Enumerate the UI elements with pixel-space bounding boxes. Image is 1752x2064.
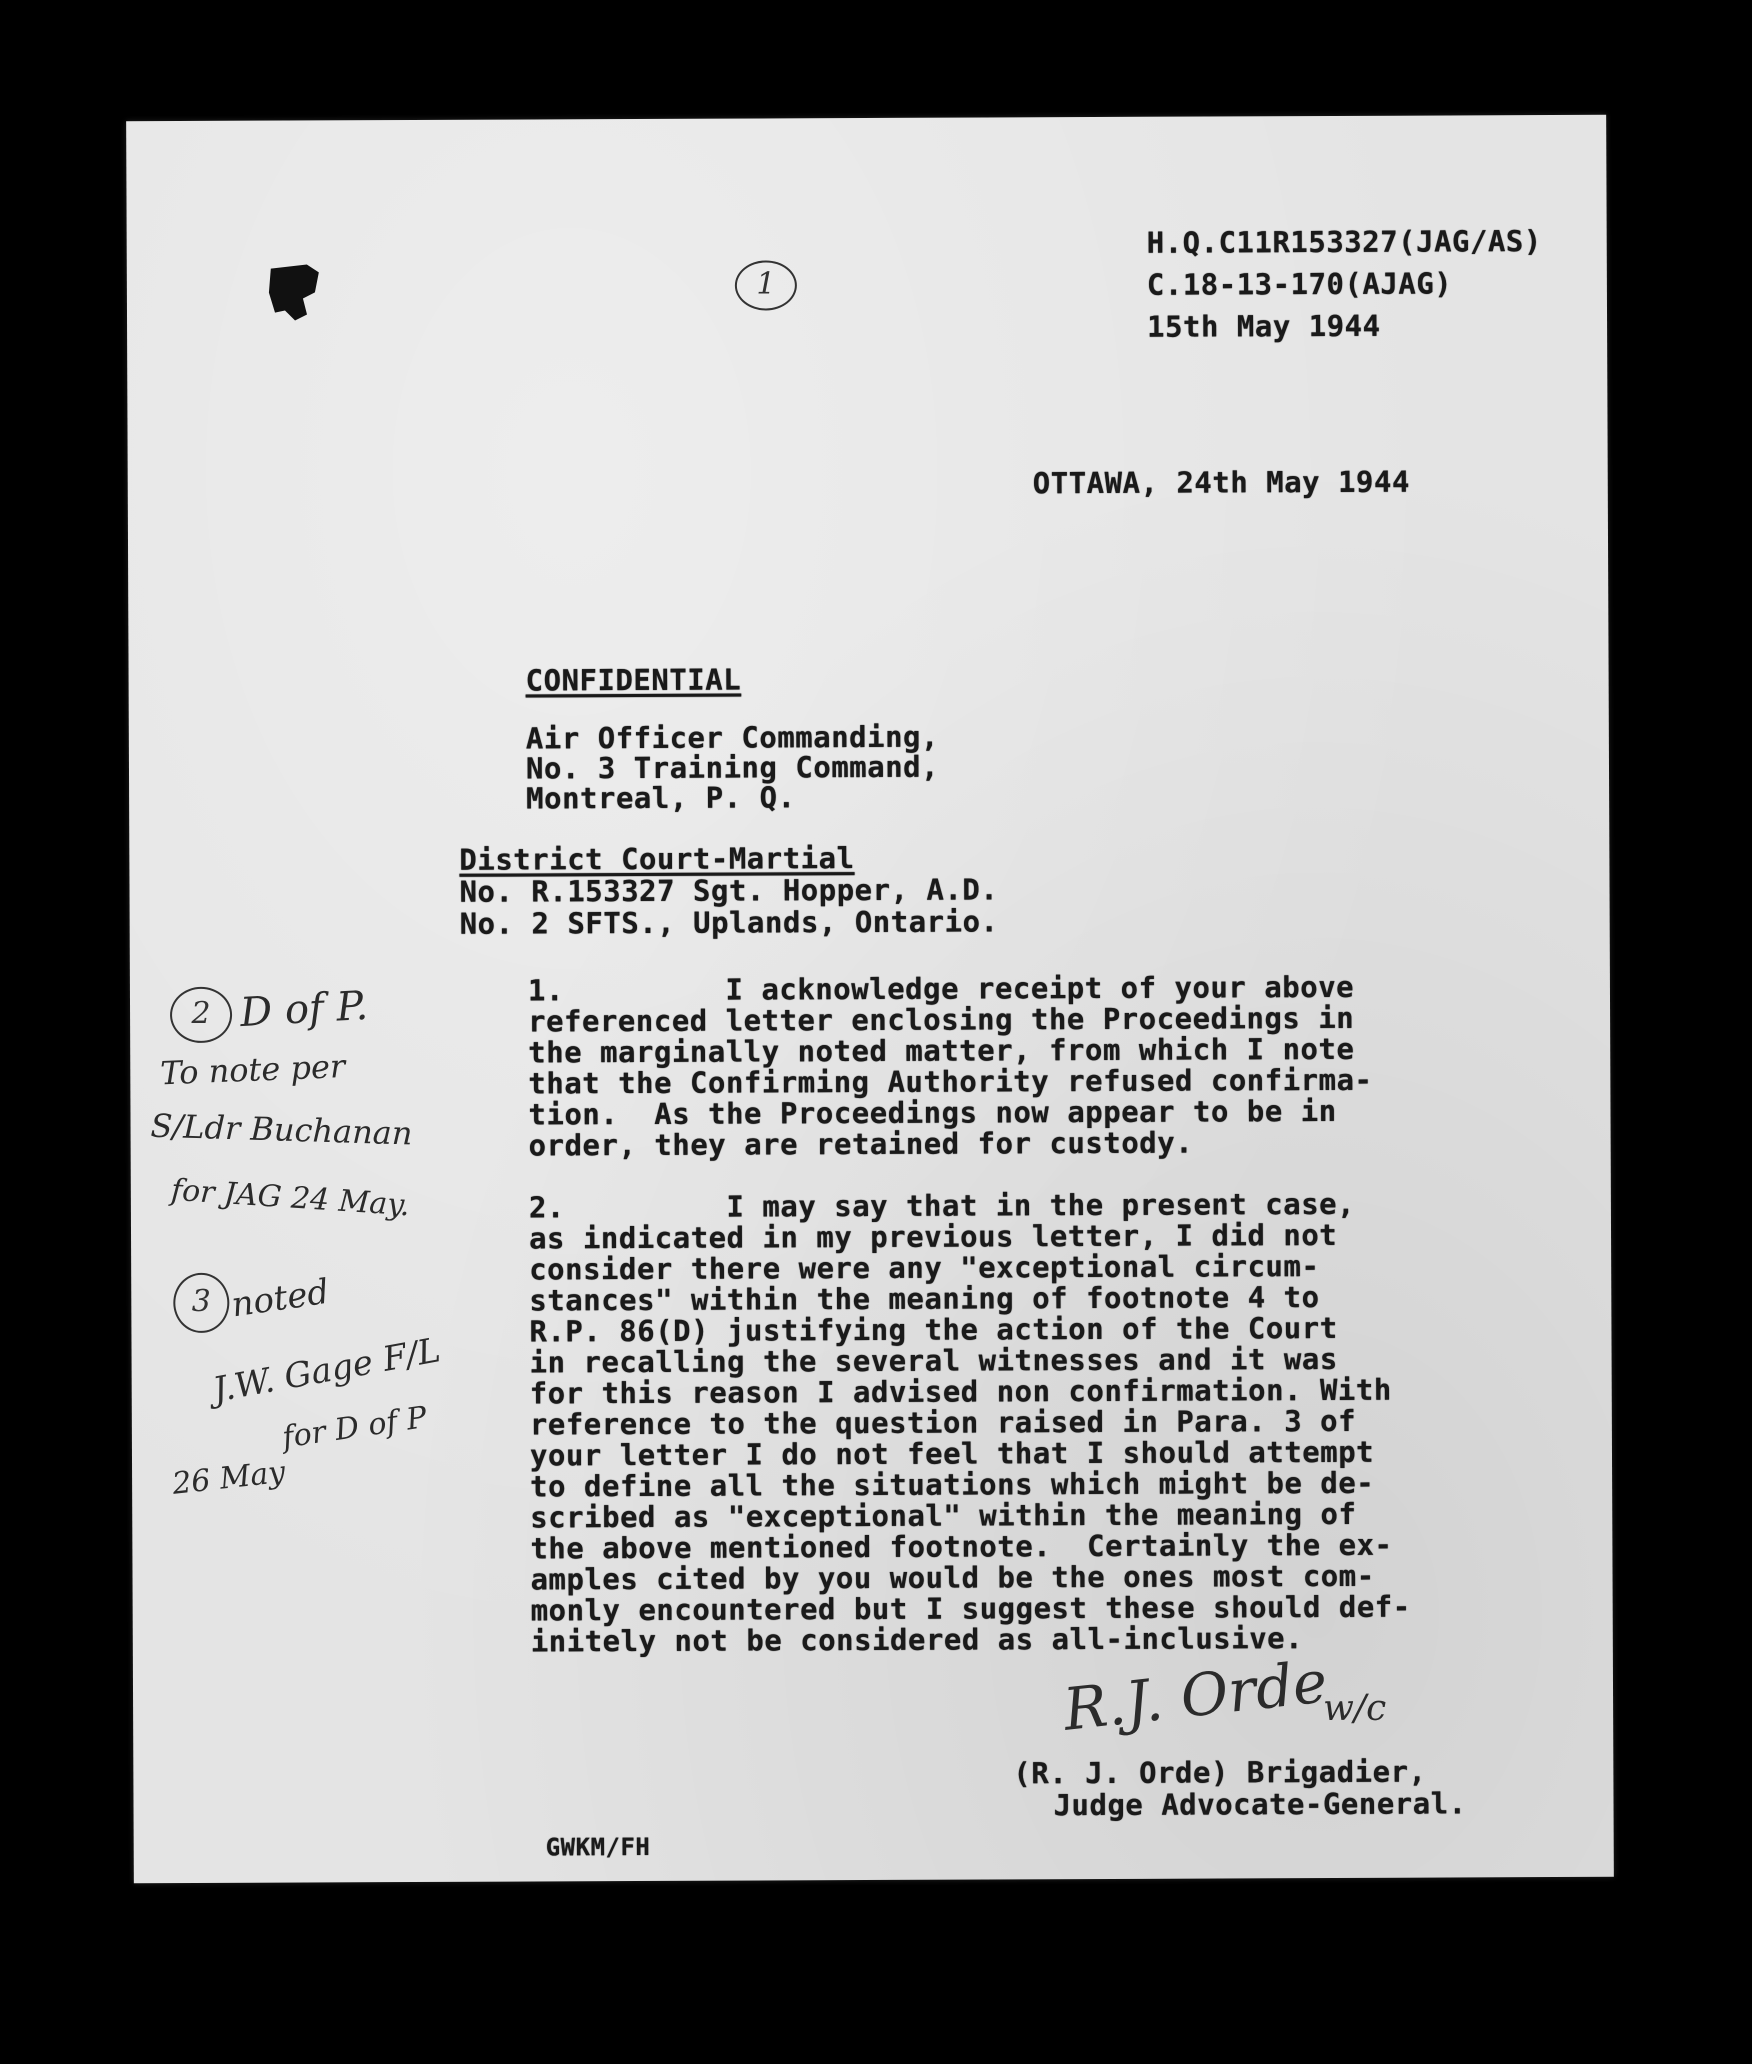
signature-wc: w/c	[1323, 1687, 1387, 1730]
body-line: scribed as "exceptional" within the meaning of	[530, 1496, 1357, 1535]
body-line: for this reason I advised non confirmation. With	[529, 1372, 1392, 1411]
file-reference-2: C.18-13-170(AJAG)	[1146, 266, 1453, 302]
reference-block	[126, 115, 1606, 344]
body-line: as indicated in my previous letter, I did not	[528, 1217, 1338, 1256]
margin-circle-2: 2	[170, 987, 232, 1043]
margin-note-3-line: noted	[228, 1271, 332, 1326]
subject-title: District Court-Martial	[459, 841, 855, 877]
subject-line: No. R.153327 Sgt. Hopper, A.D.	[459, 872, 999, 909]
addressee-line: Montreal, P. Q.	[526, 780, 796, 816]
margin-note-2-line: S/Ldr Buchanan	[150, 1106, 414, 1153]
body-line: amples cited by you would be the ones most com-	[530, 1558, 1375, 1597]
body-line: order, they are retained for custody.	[528, 1125, 1194, 1163]
body-line: the marginally noted matter, from which I note	[528, 1031, 1355, 1070]
reference-date: 15th May 1944	[1146, 308, 1381, 344]
document-page	[126, 115, 1614, 1883]
typist-initials: GWKM/FH	[545, 1832, 651, 1862]
ink-blot-mark	[267, 262, 325, 324]
subject-line: No. 2 SFTS., Uplands, Ontario.	[459, 904, 999, 941]
signature-name: (R. J. Orde) Brigadier,	[1013, 1754, 1427, 1791]
body-line: in recalling the several witnesses and it was	[529, 1341, 1338, 1380]
addressee-line: Air Officer Commanding,	[525, 719, 940, 756]
body-line: stances" within the meaning of footnote 4 to	[529, 1280, 1320, 1318]
body-line: R.P. 86(D) justifying the action of the Court	[529, 1310, 1338, 1349]
body-line: tion. As the Proceedings now appear to be in	[528, 1093, 1337, 1132]
margin-note-3-line: 26 May	[170, 1454, 287, 1502]
margin-note-2-line: for JAG 24 May.	[169, 1172, 411, 1224]
body-line: that the Confirming Authority refused confirma-	[528, 1062, 1373, 1101]
body-line: monly encountered but I suggest these should def-	[530, 1589, 1411, 1628]
body-line: your letter I do not feel that I should attempt	[529, 1434, 1375, 1473]
body-line: to define all the situations which might be de-	[530, 1465, 1375, 1504]
classification-heading: CONFIDENTIAL	[525, 662, 742, 698]
addressee-line: No. 3 Training Command,	[525, 749, 940, 786]
dateline: OTTAWA, 24th May 1944	[1032, 464, 1410, 501]
file-reference-1: H.Q.C11R153327(JAG/AS)	[1146, 224, 1542, 260]
margin-note-2-line: To note per	[159, 1047, 346, 1093]
body-line: 2. I may say that in the present case,	[528, 1186, 1356, 1225]
margin-note-3-line: for D of P	[280, 1399, 430, 1456]
margin-note-3-line: J.W. Gage F/L	[209, 1330, 444, 1411]
signature-title: Judge Advocate-General.	[1053, 1786, 1467, 1823]
body-line: initely not be considered as all-inclusive.	[530, 1621, 1304, 1659]
page-number-circle: 1	[735, 260, 797, 310]
body-line: referenced letter enclosing the Proceedings in	[528, 1000, 1355, 1039]
handwritten-signature: R.J. Orde	[1060, 1647, 1331, 1744]
body-line: reference to the question raised in Para. 3 of	[529, 1403, 1357, 1442]
body-line: consider there were any "exceptional circum-	[529, 1249, 1320, 1287]
margin-circle-3: 3	[173, 1273, 229, 1333]
body-line: the above mentioned footnote. Certainly the ex-	[530, 1527, 1393, 1566]
body-line: 1. I acknowledge receipt of your above	[527, 969, 1355, 1008]
margin-note-2-line: D of P.	[238, 982, 370, 1037]
